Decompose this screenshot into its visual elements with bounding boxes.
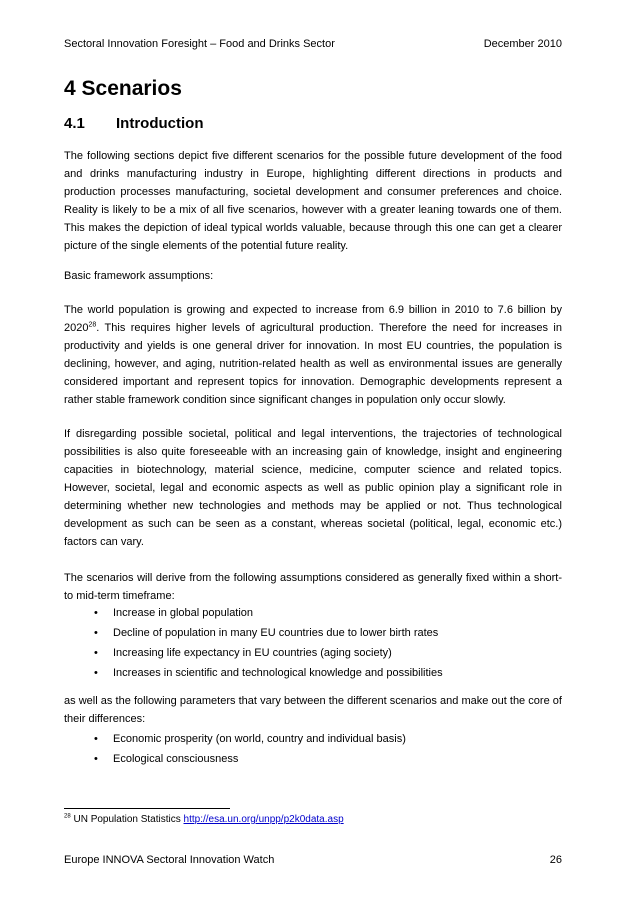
paragraph-scenarios-intro: The scenarios will derive from the following assumptions considered as generally fixed within a short-to mid-term timeframe:	[64, 572, 562, 602]
paragraph-disregarding: If disregarding possible societal, political and legal interventions, the trajectories of technological possibilities is also quite foreseeable with an increasing gain of knowledge, insight and engineering capacities in biotechnology, material science, medicine, computer science and related topics. However, societal, legal and economic aspects as well as public opinion play a significant role in determining whether new technologies and methods may be applied or not. Thus technological development as such can be seen as a constant, whereas societal (political, legal, economic etc.) factors can vary.	[64, 428, 562, 548]
paragraph-intro: The following sections depict five different scenarios for the possible future development of the food and drinks manufacturing industry in Europe, highlighting different directions in products and production processes manufacturing, societal development and consumer preferences and choice. Reality is likely to be a mix of all five scenarios, however with a greater leaning towards one of them. This makes the depiction of ideal typical worlds valuable, because through this one can get a clearer picture of the single elements of the potential future reality.	[64, 150, 562, 252]
bullet-icon: •	[94, 627, 98, 639]
population-text-b: . This requires higher levels of agricultural production. Therefore the need for increases in productivity and yields is one general driver for innovation. In most EU countries, the population is declining, however, and aging, nutrition-related health as well as environmental issues are generally considered important and represent topics for innovation. Demographic developments represent a rather stable framework condition since significant changes in population only occur slowly.	[64, 322, 562, 406]
list-item: • Economic prosperity (on world, country and individual basis)	[64, 729, 562, 749]
paragraph-population	[64, 301, 562, 409]
list-item: • Ecological consciousness	[64, 749, 562, 769]
list-item: • Increases in scientific and technological knowledge and possibilities	[64, 663, 562, 683]
page-number: 26	[549, 854, 562, 866]
bullet-icon: •	[94, 733, 98, 745]
bullet-icon: •	[94, 667, 98, 679]
footnote-link[interactable]: http://esa.un.org/unpp/p2k0data.asp	[183, 814, 344, 825]
header-date: December 2010	[483, 38, 562, 50]
section-number: 4.1	[64, 115, 85, 132]
list-item: • Decline of population in many EU countries due to lower birth rates	[64, 623, 562, 643]
header-title: Sectoral Innovation Foresight – Food and Drinks Sector	[64, 38, 335, 50]
footnote-text: UN Population Statistics	[70, 814, 184, 825]
bullet-icon: •	[94, 647, 98, 659]
footnote-ref[interactable]: 28	[88, 321, 97, 329]
bullet-icon: •	[94, 753, 98, 765]
paragraph-framework: Basic framework assumptions:	[64, 270, 214, 282]
footnote-divider	[64, 808, 230, 809]
section-heading	[64, 115, 203, 133]
page-footer	[64, 853, 562, 867]
footnote-number: 28	[64, 813, 71, 820]
footnote	[64, 813, 344, 827]
page-header	[64, 37, 562, 51]
paragraph-parameters-intro: as well as the following parameters that vary between the different scenarios and make out the core of their differences:	[64, 695, 562, 725]
population-text-a: The world population is growing and expected to increase from 6.9 billion in 2010 to 7.6 billion by 2020	[64, 304, 562, 334]
footer-title: Europe INNOVA Sectoral Innovation Watch	[64, 854, 275, 866]
varying-parameters-list	[64, 729, 562, 769]
fixed-assumptions-list	[64, 603, 562, 683]
chapter-title: 4 Scenarios	[64, 77, 182, 100]
bullet-icon: •	[94, 607, 98, 619]
list-item: • Increasing life expectancy in EU countries (aging society)	[64, 643, 562, 663]
section-title: Introduction	[116, 115, 204, 132]
list-item: • Increase in global population	[64, 603, 562, 623]
